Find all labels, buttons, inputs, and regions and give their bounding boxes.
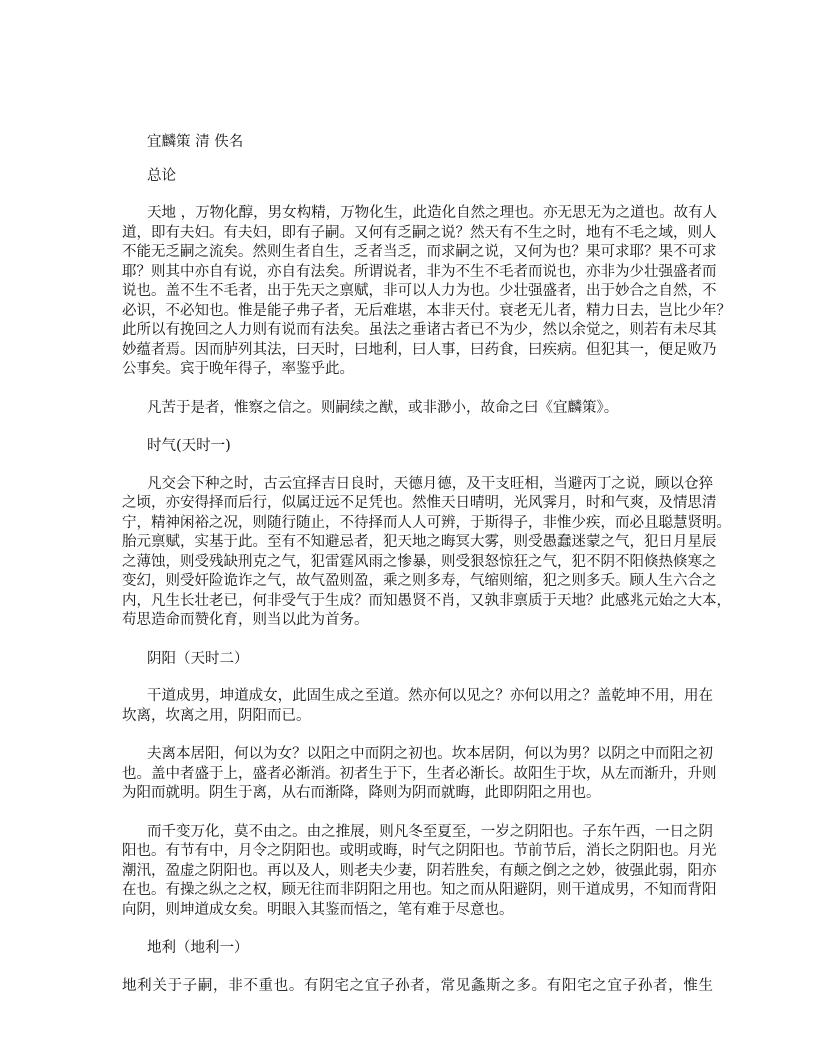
section-heading-geography: 地利（地利一） [147, 940, 249, 956]
text-line: 夫离本居阳，何以为女？以阳之中而阴之初也。坎本居阴，何以为男？以阴之中而阳之初 [147, 746, 713, 762]
paragraph [122, 823, 717, 921]
section-heading-seasonal-qi: 时气(天时一) [147, 438, 231, 454]
paragraph [122, 687, 713, 726]
document-title: 宜麟策 清 佚名 [147, 134, 244, 150]
text-line: 天地 ，万物化醇，男女构精，万物化生，此造化自然之理也。亦无思无为之道也。故有人 [147, 205, 718, 221]
text-line: 苟思造命而赞化育，则当以此为首务。 [122, 612, 369, 628]
text-line: 之顷，亦安得择而后行，似属迂远不足凭也。然惟天日晴明，光风霁月，时和气爽，及情思清 [122, 495, 717, 511]
paragraph [122, 399, 713, 419]
section-heading-yin-yang: 阴阳（天时二） [147, 650, 249, 667]
text-line: 而千变万化，莫不由之。由之推展，则凡冬至夏至，一岁之阴阳也。子东午西，一日之阴 [147, 823, 713, 840]
text-line: 阳也。有节有中，月令之阴阳也。或明或晦，时气之阴阳也。节前节后，消长之阴阳也。月光 [122, 843, 717, 859]
text-line: 之薄蚀，则受残缺刑克之气，犯雷霆风雨之惨暴，则受狠怒惊狂之气，犯不阴不阳倏热倏寒之 [122, 553, 717, 570]
paragraph [122, 475, 731, 631]
text-line: 坎离，坎离之用，阴阳而已。 [122, 707, 311, 724]
text-line: 凡交会下种之时，古云宜择吉日良时，天德月德，及干支旺相，当避丙丁之说，顾以仓猝 [147, 475, 713, 492]
text-line: 地利关于子嗣，非不重也。有阴宅之宜子孙者，常见螽斯之多。有阳宅之宜子孙者，惟生 [122, 977, 713, 994]
text-line: 为阳而就明。阴生于离，从右而渐降，降则为阴而就晦，此即阴阳之用也。 [122, 785, 601, 801]
text-line: 道，即有夫妇。有夫妇，即有子嗣。又何有乏嗣之说？然天有不生之时，地有不毛之域，则人 [122, 224, 717, 241]
paragraph [122, 977, 713, 997]
paragraph [122, 204, 731, 380]
text-line: 凡苦于是者，惟察之信之。则嗣续之猷，或非渺小，故命之曰《宜麟策》。 [147, 399, 619, 416]
text-line: 干道成男，坤道成女，此固生成之至道。然亦何以见之？亦何以用之？盖乾坤不用，用在 [147, 688, 713, 704]
text-line: 胎元禀赋，实基于此。至有不知避忌者，犯天地之晦冥大雾，则受愚蠢迷蒙之气，犯日月星辰 [122, 534, 717, 550]
text-line: 也。盖中者盛于上，盛者必渐消。初者生于下，生者必渐长。故阳生于坎，从左而渐升，升则 [122, 765, 717, 782]
text-line: 说也。盖不生不毛者，出于先天之禀赋，非可以人力为也。少壮强盛者，出于妙合之自然，不 [122, 283, 717, 299]
document-body [122, 133, 731, 996]
text-line: 在也。有操之纵之之权，顾无往而非阴阳之用也。知之而从阳避阴，则干道成男，不知而背阳 [122, 882, 717, 898]
text-line: 妙蕴者焉。因而胪列其法，曰天时，曰地利，曰人事，曰药食，曰疾病。但犯其一，便足败乃 [122, 341, 717, 358]
text-line: 向阴，则坤道成女矣。明眼入其鉴而悟之，笔有难于尽意也。 [122, 901, 514, 918]
text-line: 此所以有挽回之人力则有说而有法矣。虽法之垂诸古者已不为少，然以余觉之，则若有未尽其 [122, 322, 717, 338]
text-line: 必识，不必知也。惟是能子弗子者，无后难堪，本非天付。衰老无儿者，精力日去，岂比少年？ [122, 302, 731, 319]
section-heading-general: 总论 [147, 167, 176, 184]
text-line: 不能无乏嗣之流矣。然则生者自生，乏者当乏，而求嗣之说，又何为也？果可求耶？果不可求 [122, 244, 717, 260]
text-line: 公事矣。宾于晚年得子，率鉴乎此。 [122, 361, 354, 377]
text-line: 耶？则其中亦自有说，亦自有法矣。所谓说者，非为不生不毛者而说也，亦非为少壮强盛者而 [122, 263, 717, 280]
text-line: 内，凡生长壮老已，何非受气于生成？而知愚贤不肖，又孰非禀质于天地？此感兆元始之大本， [122, 592, 731, 609]
text-line: 潮汛，盈虚之阴阳也。再以及人，则老夫少妻，阴若胜矣，有颠之倒之之妙，彼强此弱，阳亦 [122, 862, 717, 879]
paragraph [122, 745, 717, 804]
text-line: 宁，精神闲裕之况，则随行随止，不待择而人人可辨，于斯得子，非惟少疾，而必且聪慧贤明。 [122, 514, 731, 531]
text-line: 变幻，则受奸险诡诈之气，故气盈则盈，乘之则多寿，气缩则缩，犯之则多夭。顾人生六合之 [122, 573, 717, 589]
